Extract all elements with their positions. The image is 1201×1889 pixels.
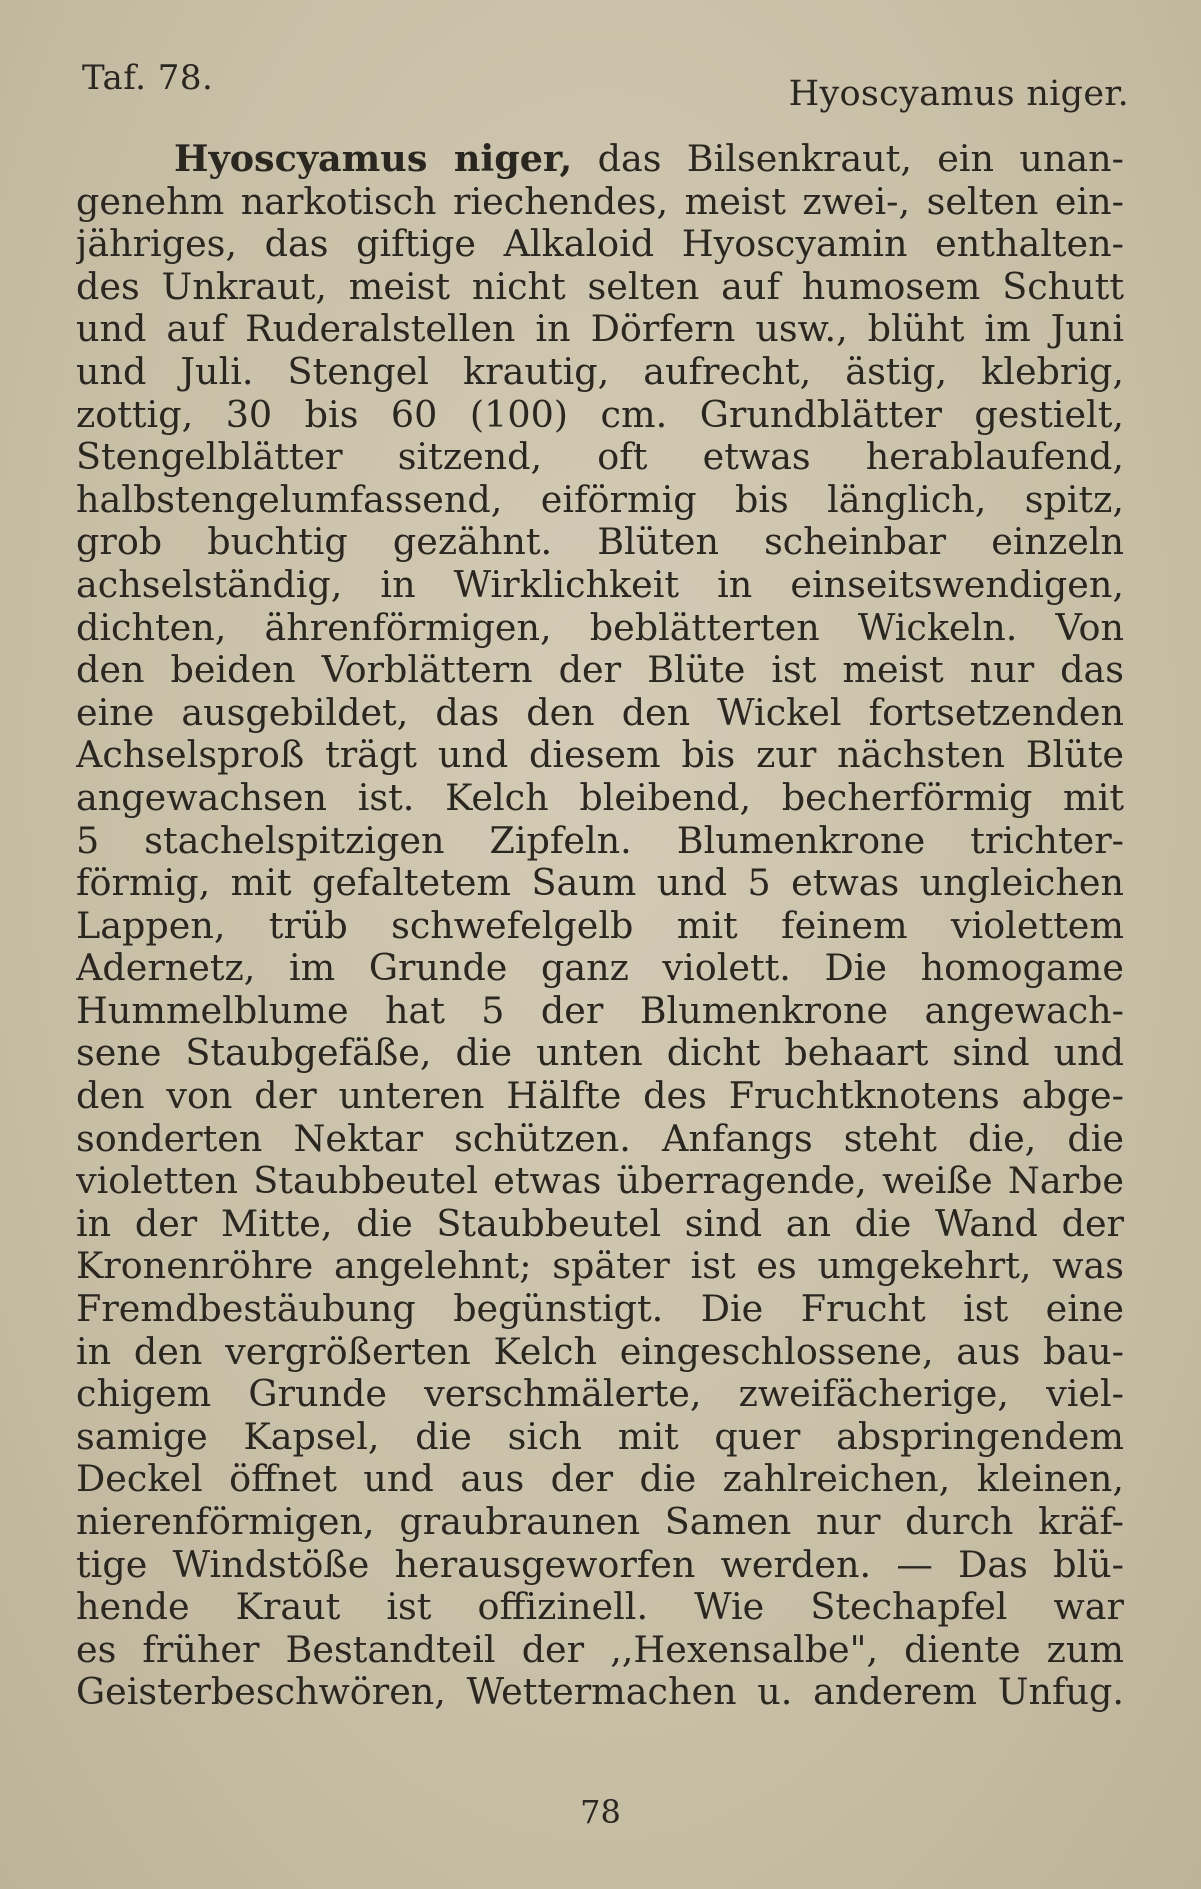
text-line: in den vergrößerten Kelch eingeschlossene, aus bau- xyxy=(76,1330,1124,1373)
text-line: jähriges, das giftige Alkaloid Hyoscyamin enthalten- xyxy=(76,223,1124,266)
text-line: zottig, 30 bis 60 (100) cm. Grundblätter gestielt, xyxy=(76,393,1124,436)
text-line: chigem Grunde verschmälerte, zweifächerige, viel- xyxy=(76,1373,1124,1416)
text-line-rest: das Bilsenkraut, ein unan- xyxy=(572,138,1124,180)
text-line: Hummelblume hat 5 der Blumenkrone angewach- xyxy=(76,989,1124,1032)
text-line: förmig, mit gefaltetem Saum und 5 etwas ungleichen xyxy=(76,862,1124,905)
text-line: dichten, ährenförmigen, beblätterten Wickeln. Von xyxy=(76,606,1124,649)
text-line: es früher Bestandteil der ,,Hexensalbe", diente zum xyxy=(76,1628,1124,1671)
text-line: grob buchtig gezähnt. Blüten scheinbar einzeln xyxy=(76,521,1124,564)
text-line: 5 stachelspitzigen Zipfeln. Blumenkrone trichter- xyxy=(76,819,1124,862)
text-line: samige Kapsel, die sich mit quer abspringendem xyxy=(76,1415,1124,1458)
text-line: Lappen, trüb schwefelgelb mit feinem violettem xyxy=(76,904,1124,947)
text-line: in der Mitte, die Staubbeutel sind an die Wand der xyxy=(76,1202,1124,1245)
text-line: eine ausgebildet, das den den Wickel fortsetzenden xyxy=(76,691,1124,734)
text-line: Achselsproß trägt und diesem bis zur nächsten Blüte xyxy=(76,734,1124,777)
text-line: des Unkraut, meist nicht selten auf humosem Schutt xyxy=(76,265,1124,308)
species-name-bold: Hyoscyamus niger, xyxy=(174,138,573,180)
text-line: halbstengelumfassend, eiförmig bis länglich, spitz, xyxy=(76,478,1124,521)
text-line xyxy=(76,138,1124,181)
text-line: den beiden Vorblättern der Blüte ist meist nur das xyxy=(76,649,1124,692)
text-line: achselständig, in Wirklichkeit in einseitswendigen, xyxy=(76,563,1124,606)
text-line: genehm narkotisch riechendes, meist zwei-, selten ein- xyxy=(76,180,1124,223)
text-line: und auf Ruderalstellen in Dörfern usw., blüht im Juni xyxy=(76,308,1124,351)
text-line: sonderten Nektar schützen. Anfangs steht die, die xyxy=(76,1117,1124,1160)
species-description xyxy=(76,138,1124,1714)
text-line: hende Kraut ist offizinell. Wie Stechapfel war xyxy=(76,1586,1124,1629)
text-line: angewachsen ist. Kelch bleibend, becherförmig mit xyxy=(76,776,1124,819)
text-line: Geisterbeschwören, Wettermachen u. anderem Unfug. xyxy=(76,1671,1124,1714)
text-line: Stengelblätter sitzend, oft etwas herablaufend, xyxy=(76,436,1124,479)
plate-number: Taf. 78. xyxy=(82,58,214,98)
text-line: Fremdbestäubung begünstigt. Die Frucht ist eine xyxy=(76,1288,1124,1331)
text-line: Adernetz, im Grunde ganz violett. Die homogame xyxy=(76,947,1124,990)
running-head-species: Hyoscyamus niger. xyxy=(788,74,1129,114)
text-line: violetten Staubbeutel etwas überragende, weiße Narbe xyxy=(76,1160,1124,1203)
text-line: Kronenröhre angelehnt; später ist es umgekehrt, was xyxy=(76,1245,1124,1288)
text-line: den von der unteren Hälfte des Fruchtknotens abge- xyxy=(76,1075,1124,1118)
text-line: und Juli. Stengel krautig, aufrecht, ästig, klebrig, xyxy=(76,350,1124,393)
page-number: 78 xyxy=(580,1793,621,1831)
text-line: nierenförmigen, graubraunen Samen nur durch kräf- xyxy=(76,1501,1124,1543)
text-line: sene Staubgefäße, die unten dicht behaart sind und xyxy=(76,1032,1124,1075)
text-line: tige Windstöße herausgeworfen werden. — Das blü- xyxy=(76,1543,1124,1586)
text-line: Deckel öffnet und aus der die zahlreichen, kleinen, xyxy=(76,1458,1124,1501)
